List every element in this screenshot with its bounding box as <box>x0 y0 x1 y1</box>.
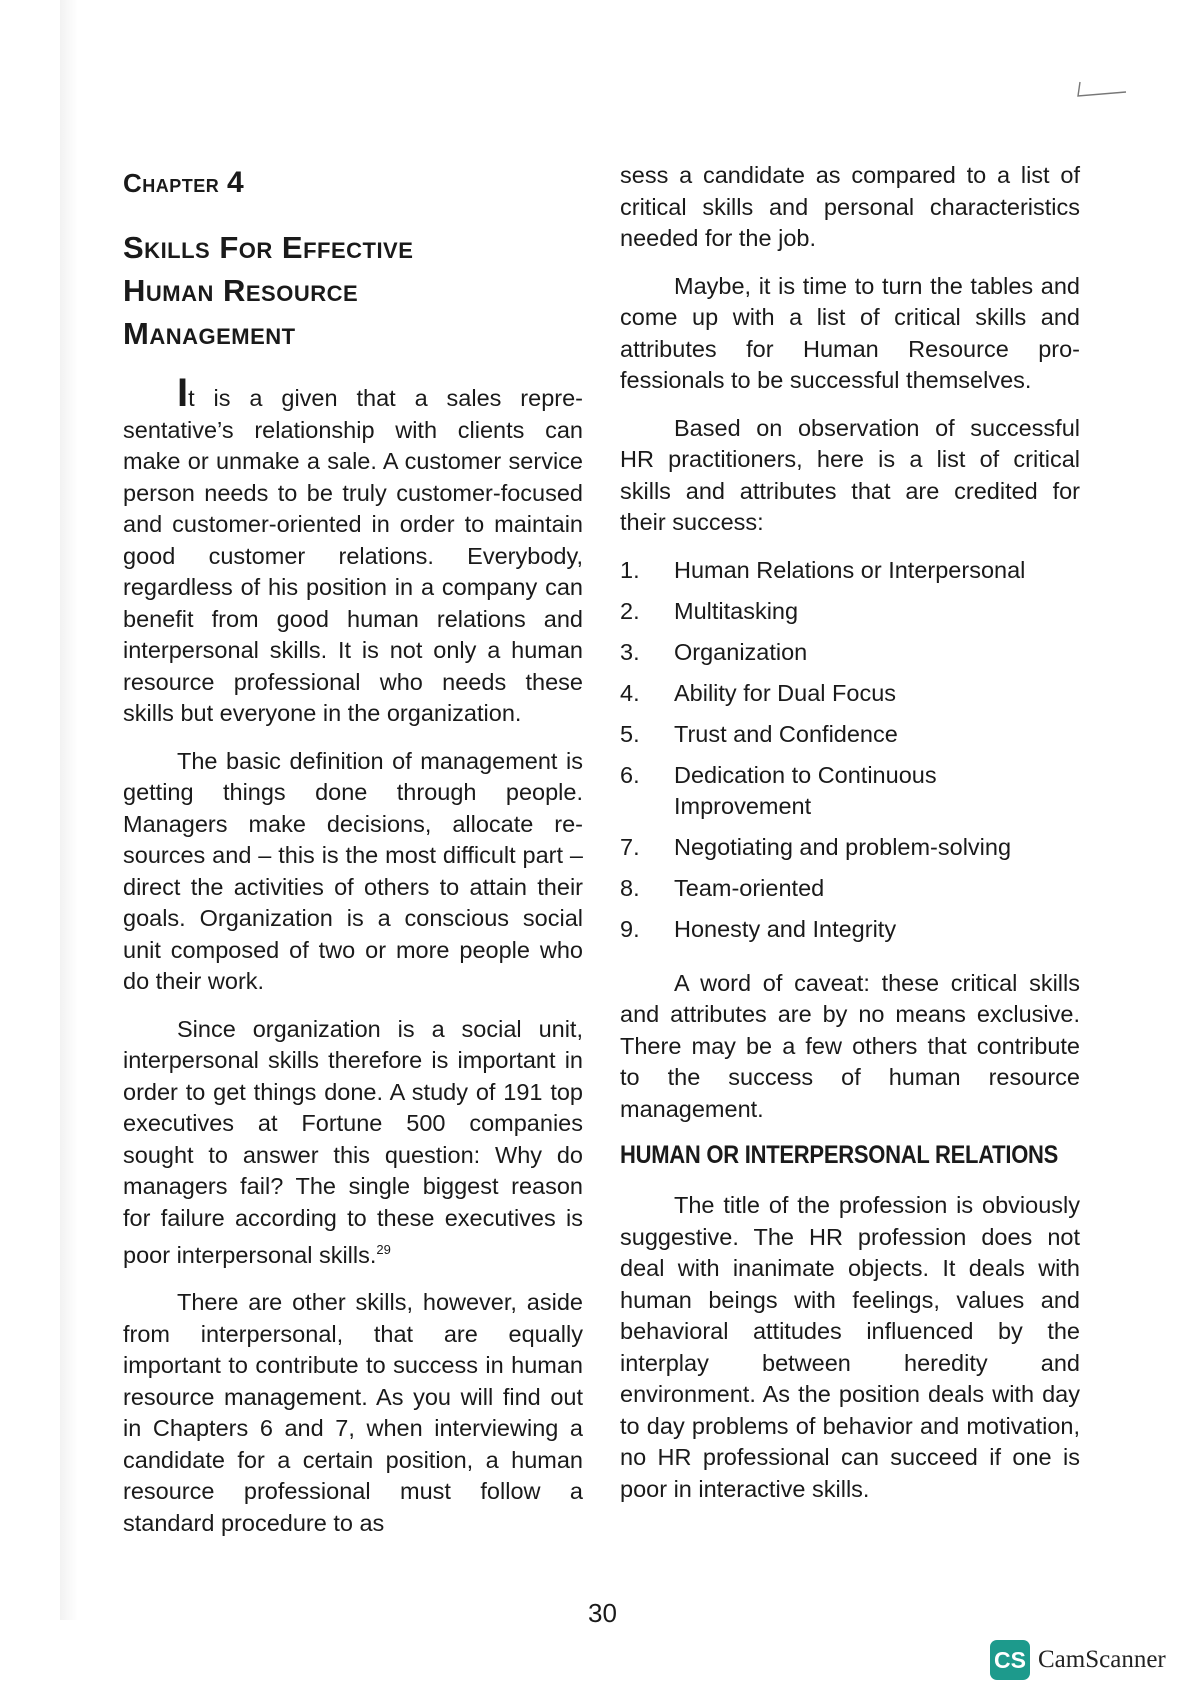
list-text: Ability for Dual Focus <box>674 679 897 706</box>
skills-list <box>620 555 1080 946</box>
list-text: Dedication to Continuous Improvement <box>674 761 937 819</box>
chapter-label: Chapter <box>123 168 220 198</box>
list-text: Honesty and Integrity <box>674 916 897 942</box>
list-text: Human Relations or Interpersonal <box>674 556 1026 583</box>
camscanner-logo-icon: CS <box>990 1640 1030 1680</box>
camscanner-name: CamScanner <box>1038 1646 1166 1673</box>
paragraph-text: Since organization is a social unit, interpersonal skills therefore is important in order to get things done. A study of 191 top executives at Fortune 500 companies sought to answer this question: Why do managers fail? The single biggest reason for failure according to these executives is poor interpersonal skills. <box>123 1015 583 1268</box>
list-item <box>620 914 1080 946</box>
paragraph: The title of the profession is obviously suggestive. The HR profession does not deal with inanimate objects. It deals with human beings with feelings, values and behavioral attitudes influenced by the interplay between heredity and environment. As the position deals with day to day problems of behavior and motivation, no HR professional can succeed if one is poor in interactive skills. <box>620 1192 1080 1502</box>
list-number: 3. <box>620 638 640 665</box>
list-number: 1. <box>620 556 640 583</box>
paragraph <box>123 371 583 730</box>
list-number: 6. <box>620 761 640 788</box>
right-column <box>620 160 1080 1521</box>
list-item <box>620 832 1080 864</box>
footnote-marker: 29 <box>376 1242 391 1257</box>
paragraph: The basic definition of management is getting things done through people. Managers make decisions, allocate resources and – this is the most difficult part – direct the activities of others to attain their goals. Organization is a conscious social unit composed of two or more people who do their work. <box>123 747 583 994</box>
list-text: Team-oriented <box>674 875 825 901</box>
paragraph: There are other skills, however, aside from interpersonal, that are equally important to contribute to success in human resource management. As you will find out in Chapters 6 and 7, when interviewing a candidate for a certain position, a human resource professional must follow a standard procedure to as <box>123 1289 583 1536</box>
paragraph: sess a candidate as compared to a list of critical skills and personal characteristics needed for the job. <box>620 162 1080 251</box>
list-item <box>620 719 1080 751</box>
list-item <box>620 760 1080 823</box>
pen-mark-icon <box>1076 80 1128 100</box>
camscanner-watermark <box>990 1640 1166 1680</box>
section-heading: HUMAN OR INTERPERSONAL RELATIONS <box>620 1141 1059 1169</box>
paragraph-text: t is a given that a sales representative’s relationship with clients can make or unmake a sale. A customer service person needs to be truly customer-focused and customer-oriented in order to maintain good customer relations. Everybody, regardless of his position in a company can benefit from good human relations and interpersonal skills. It is not only a human resource professional who needs these skills but everyone in the organization. <box>123 385 583 726</box>
drop-cap: I <box>177 371 189 415</box>
page-number: 30 <box>588 1598 617 1628</box>
list-text: Multitasking <box>674 597 799 624</box>
paragraph: Based on observation of successful HR practitioners, here is a list of critical skills and attributes that are credited for their success: <box>620 414 1080 535</box>
list-number: 7. <box>620 834 640 860</box>
left-column <box>123 160 583 1555</box>
paragraph: A word of caveat: these critical skills and attributes are by no means exclusive. There may be a few others that contribute to the success of human resource management. <box>620 969 1080 1122</box>
paragraph <box>123 1014 583 1272</box>
scan-edge-shadow <box>60 0 78 1620</box>
title-line: Human Resource <box>123 273 359 308</box>
title-line: Skills For Effective <box>123 230 414 265</box>
list-number: 9. <box>620 916 640 942</box>
list-text: Organization <box>674 638 808 665</box>
title-line: Management <box>123 316 296 351</box>
list-item <box>620 637 1080 669</box>
paragraph: Maybe, it is time to turn the tables and come up with a list of critical skills and attributes for Human Resource professionals to be successful themselves. <box>620 272 1080 393</box>
list-text: Negotiating and problem-solving <box>674 834 1012 860</box>
chapter-heading <box>123 166 583 200</box>
list-item <box>620 873 1080 905</box>
list-number: 4. <box>620 679 640 706</box>
list-number: 5. <box>620 720 640 747</box>
list-item <box>620 678 1080 710</box>
chapter-number: 4 <box>227 166 245 199</box>
list-number: 2. <box>620 597 640 624</box>
list-item <box>620 596 1080 628</box>
list-text: Trust and Confidence <box>674 720 898 747</box>
chapter-title <box>123 226 583 355</box>
list-number: 8. <box>620 875 640 901</box>
list-item <box>620 555 1080 587</box>
